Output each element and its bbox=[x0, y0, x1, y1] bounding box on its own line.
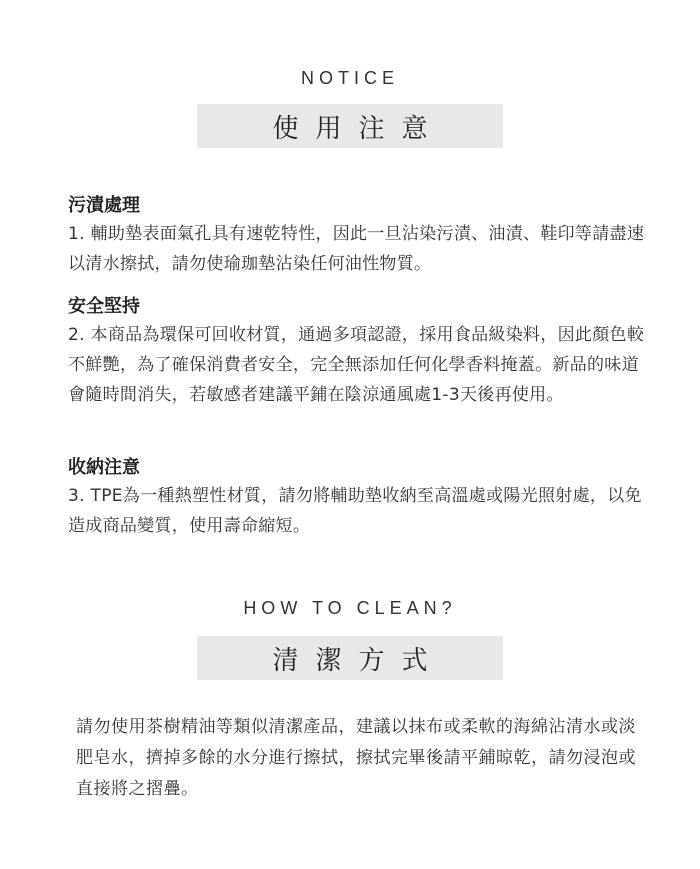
notice-title-bar bbox=[197, 104, 503, 148]
section-stain bbox=[68, 193, 648, 279]
section-heading: 收納注意 bbox=[68, 457, 140, 478]
clean-body: 請勿使用茶樹精油等類似清潔產品，建議以抹布或柔軟的海綿沾清水或淡肥皂水，擠掉多餘的水分進行擦拭，擦拭完畢後請平鋪晾乾，請勿浸泡或直接將之摺疊。 bbox=[76, 717, 636, 799]
notice-eyebrow: NOTICE bbox=[300, 68, 399, 88]
section-safety bbox=[68, 294, 648, 410]
section-body: 1. 輔助墊表面氣孔具有速乾特性，因此一旦沾染污漬、油漬、鞋印等請盡速以清水擦拭，請勿使瑜珈墊沾染任何油性物質。 bbox=[68, 224, 645, 274]
section-body: 3. TPE為一種熱塑性材質，請勿將輔助墊收納至高溫處或陽光照射處，以免造成商品變質，使用壽命縮短。 bbox=[68, 486, 642, 536]
clean-title: 清潔方式 bbox=[272, 645, 445, 676]
clean-title-bar bbox=[197, 636, 503, 680]
section-heading: 安全堅持 bbox=[68, 296, 140, 317]
section-storage bbox=[68, 455, 648, 541]
section-heading: 污漬處理 bbox=[68, 195, 140, 216]
clean-eyebrow: HOW TO CLEAN? bbox=[243, 598, 457, 618]
notice-title: 使用注意 bbox=[272, 113, 445, 144]
section-body: 2. 本商品為環保可回收材質，通過多項認證，採用食品級染料，因此顏色較不鮮艷，為了確保消費者安全，完全無添加任何化學香料掩蓋。新品的味道會隨時間消失，若敏感者建議平鋪在陰涼通風處1-3天後再使用。 bbox=[68, 325, 645, 405]
